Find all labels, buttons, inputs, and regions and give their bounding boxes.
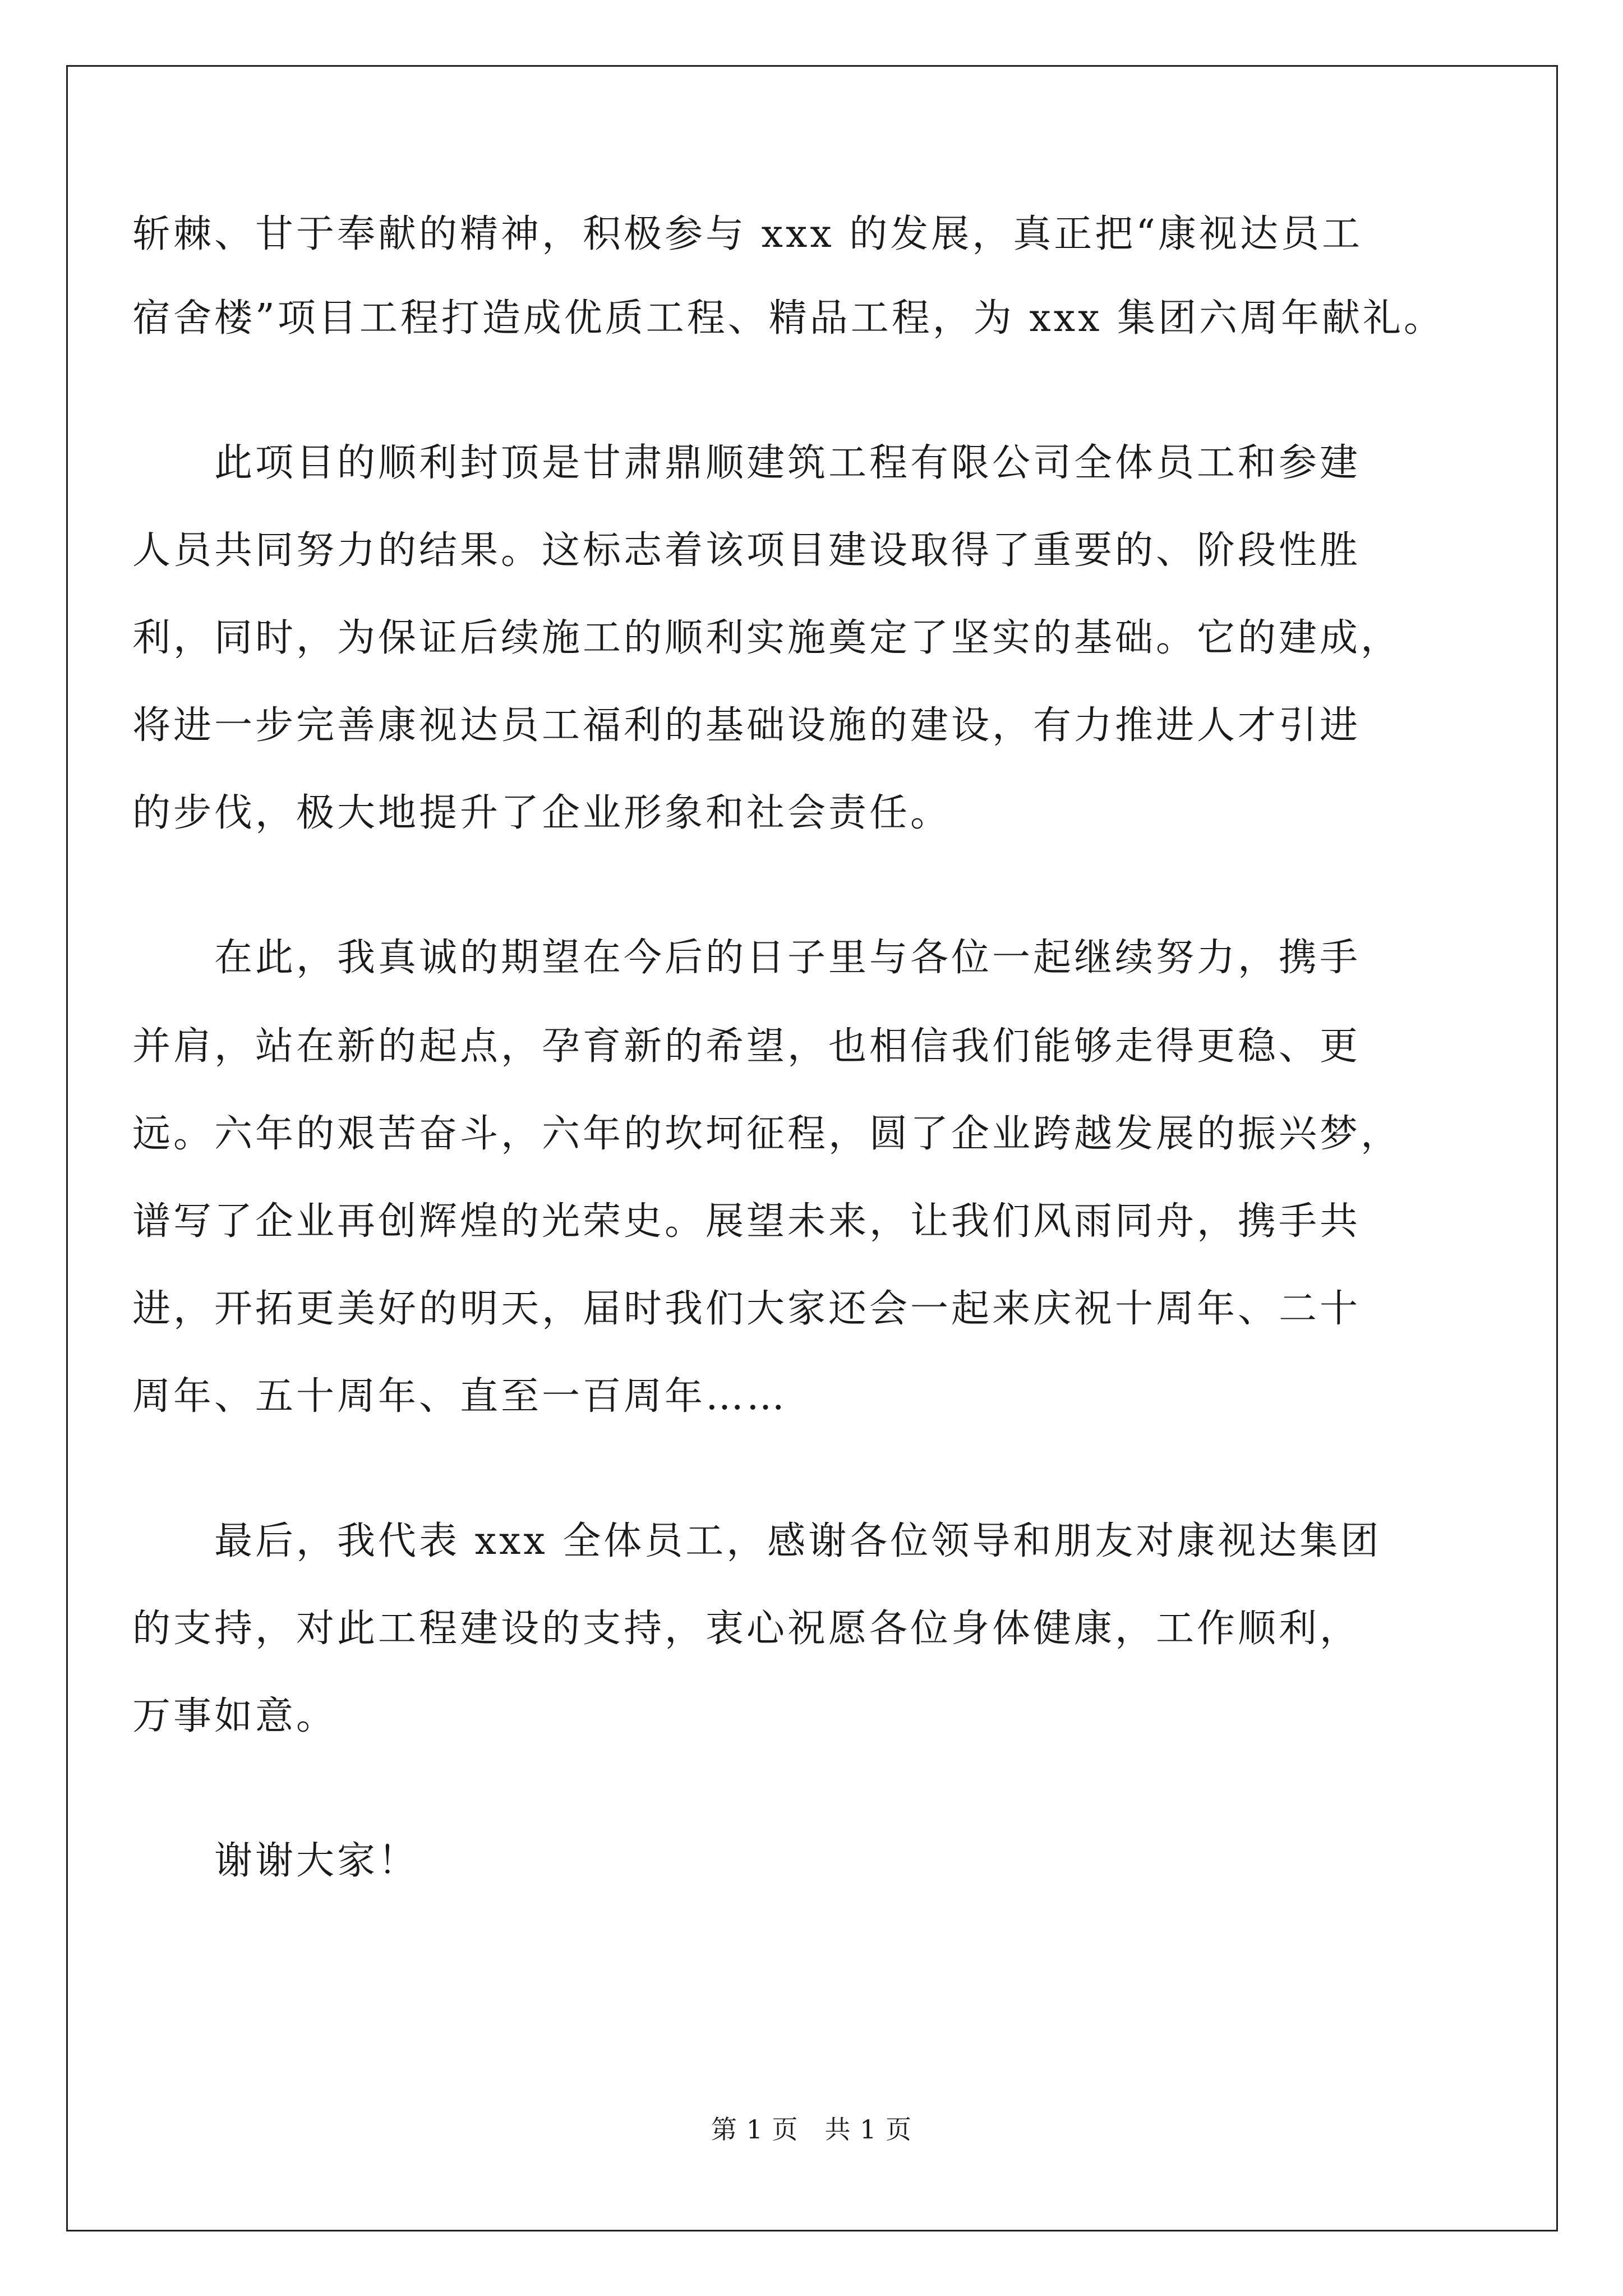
- text-line: 斩棘、甘于奉献的精神，积极参与 xxx 的发展，真正把“康视达员工: [132, 212, 1363, 256]
- text-line: 的支持，对此工程建设的支持，衷心祝愿各位身体健康，工作顺利，: [132, 1607, 1361, 1651]
- text-line: 进，开拓更美好的明天，届时我们大家还会一起来庆祝十周年、二十: [132, 1287, 1361, 1331]
- text-line: 的步伐，极大地提升了企业形象和社会责任。: [132, 791, 952, 835]
- text-line: 将进一步完善康视达员工福利的基础设施的建设，有力推进人才引进: [132, 703, 1361, 748]
- paragraph-first-line: 在此，我真诚的期望在今后的日子里与各位一起继续努力，携手: [214, 936, 1361, 980]
- paragraph-first-line: 最后，我代表 xxx 全体员工，感谢各位领导和朋友对康视达集团: [214, 1519, 1382, 1563]
- paragraph-first-line: 此项目的顺利封顶是甘肃鼎顺建筑工程有限公司全体员工和参建: [214, 441, 1361, 485]
- text-line: 远。六年的艰苦奋斗，六年的坎坷征程，圆了企业跨越发展的振兴梦，: [132, 1112, 1402, 1156]
- text-line: 人员共同努力的结果。这标志着该项目建设取得了重要的、阶段性胜: [132, 528, 1361, 573]
- text-line: 周年、五十周年、直至一百周年……: [132, 1374, 788, 1419]
- text-line: 并肩，站在新的起点，孕育新的希望，也相信我们能够走得更稳、更: [132, 1024, 1361, 1069]
- text-line: 宿舍楼”项目工程打造成优质工程、精品工程，为 xxx 集团六周年献礼。: [132, 296, 1445, 341]
- page-number: 第 1 页 共 1 页: [711, 2114, 912, 2145]
- text-line: 万事如意。: [132, 1694, 338, 1738]
- closing-line: 谢谢大家！: [214, 1839, 419, 1883]
- text-line: 谱写了企业再创辉煌的光荣史。展望未来，让我们风雨同舟，携手共: [132, 1199, 1361, 1244]
- text-line: 利，同时，为保证后续施工的顺利实施奠定了坚实的基础。它的建成，: [132, 616, 1402, 660]
